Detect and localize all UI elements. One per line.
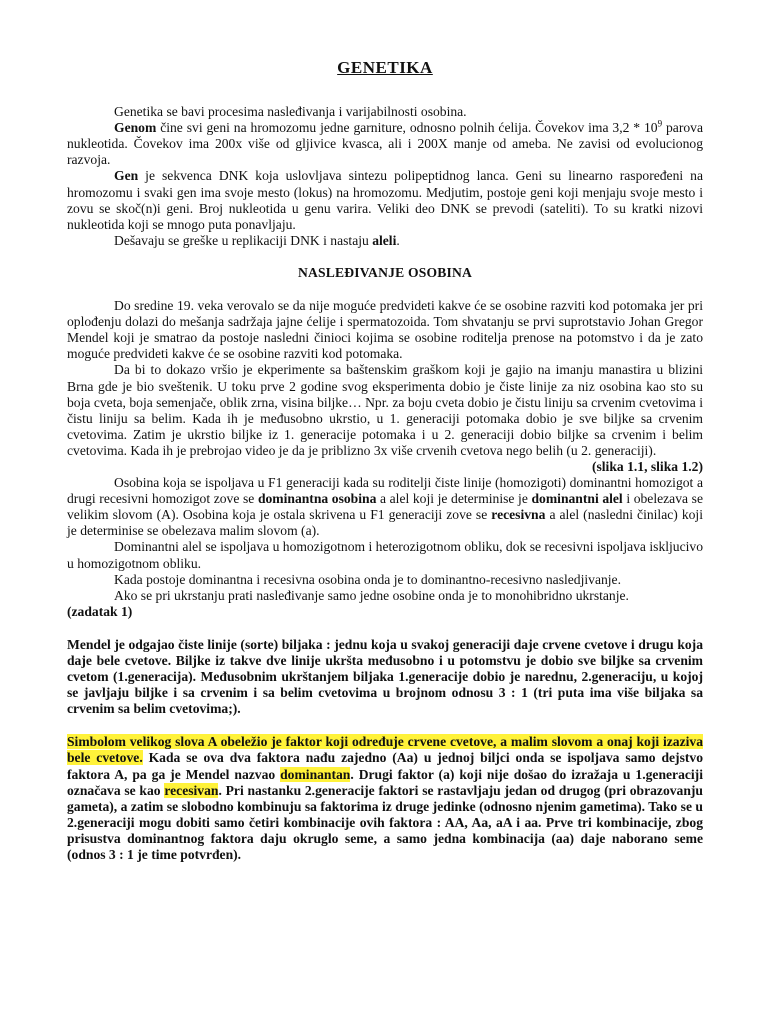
aleli-end: . — [396, 232, 400, 248]
highlighted-dominant: dominantan — [280, 766, 351, 782]
inheritance-type-paragraph — [67, 572, 703, 588]
section-heading: NASLEĐIVANJE OSOBINA — [297, 264, 473, 280]
genom-term: Genom — [114, 120, 157, 136]
dominance-text-3: i obelezava se velikim slovom (A). Osobina koja je ostala skrivena u F1 generaciji zove se — [67, 491, 703, 523]
aleli-paragraph — [67, 233, 703, 249]
spacer — [67, 620, 703, 637]
symbol-text-3: . Pri nastanku 2.generacije faktori se rastavljaju jedan od drugog (pri obrazovanju gameta), a zatim se slobodno kombinuju sa faktorima iz druge jedinke (odnosno njenim gametima). Tako se u 2.generaciji mogu dobiti samo četiri kombinacije ovih faktora : AA, Aa, aA i aa. Prve tri kombinacije, zbog prisustva dominantnog faktora daju okruglo seme, a samo jedna kombinacija (aa) daje naborano seme (odnos 3 : 1 je time potvrđen). — [67, 782, 703, 863]
recessive-term: recesivna — [491, 507, 546, 523]
experiment-text: Da bi to dokazo vršio je ekperimente sa baštenskim graškom koji je gajio na imanju manastira u blizini Brna gde je bio sveštenik. U toku prve 2 godine svog eksperimenta dobio je čiste linije za niz osobina kao sto su boja cveta, boja semenjače, oblik zrna, visina biljke… Npr. za boju cveta dobio je čistu liniju sa crvenim cvetovima i čistu liniju sa belim. Kada ih je međusobno ukrstio, u 1. generaciji potomaka dobio je sve biljke sa crvenim cvetovima. Zatim je ukrstio biljke iz 1. generacije potomaka i u 2. generaciji dobio biljke sa crvenim i belim cvetovima. Kada ih je prebrojao video je da je priblizno 3x više crvenih cvetova nego belih (u 2. generaciji). — [67, 362, 703, 458]
dominance-paragraph — [67, 475, 703, 539]
mendel-summary-text: Mendel je odgajao čiste linije (sorte) biljaka : jednu koja u svakoj generaciji daje crvene cvetove i drugu koja daje bele cvetove. Biljke iz takve dve linije ukršta međusobno i u potomstvu je dobio sve biljke sa crvenim cvetom (1.generacija). Međusobnim ukrštanjem biljaka 1.generacije dobio je narednu, 2.generaciju, u kojoj se javljaju biljke i sa crvenim i sa belim cvetovima u brojnom odnosu 3 : 1 (tri puta ima više biljaka sa crvenim sa belim cvetovima;). — [67, 636, 703, 717]
document-page — [67, 60, 703, 863]
page-title: GENETIKA — [337, 58, 433, 77]
figure-reference: (slika 1.1, slika 1.2) — [591, 458, 703, 474]
task-reference: (zadatak 1) — [67, 603, 133, 619]
gen-paragraph — [67, 168, 703, 232]
allele-expression-text: Dominantni alel se ispoljava u homozigotnom i heterozigotnom obliku, dok se recesivni ispoljava isklјucivo u homozigotnom obliku. — [67, 539, 703, 571]
symbol-paragraph — [67, 734, 703, 863]
dominant-allele-term: dominantni alel — [531, 491, 623, 507]
exponent: 9 — [657, 118, 663, 129]
highlighted-recessive: recesivan — [164, 782, 219, 798]
dominance-text-4: a alel (naslednі činilac) koji je determinise se obelezava malim slovom (a). — [67, 507, 703, 539]
inheritance-type-text: Kada postoje dominantna i recesivna osobina onda je to dominantno-recesivno nasledjivanje. — [114, 571, 621, 587]
history-text: Do sredine 19. veka verovalo se da nije moguće predvideti kakve će se osobine razviti kod potomaka jer pri oplođenju dolazi do mešanja sadržaja jajne ćelije i spermatozoida. Tom shvatanju se prvi suprotstavio Johan Gregor Mendel koji je smatrao da postoje naslednі činioci kojima se osobine roditelja prenose na potomstvo i da je zato moguće predvideti kakve će se osobine razviti kod potomaka. — [67, 298, 703, 362]
monohybrid-paragraph — [67, 588, 703, 620]
history-paragraph — [67, 298, 703, 362]
gen-term: Gen — [114, 168, 139, 184]
genom-paragraph — [67, 120, 703, 168]
aleli-text: Dešavaju se greške u replikaciji DNK i nastaju — [114, 232, 373, 248]
genom-text-2: parova nukleotida. Čovekov ima 200x više od gljivice kvasca, ali i 200X manje od ameba. Ne zavisi od evolucionog razvoja. — [67, 120, 703, 168]
spacer — [67, 717, 703, 734]
intro-text: Genetika se bavi procesima nasleđivanja i varijabilnosti osobina. — [114, 104, 467, 120]
dominance-text-1: Osobina koja se ispoljava u F1 generaciji kada su roditelji čiste linije (homozigoti) dominantni homozigot a drugi recesivni homozigot zove se — [67, 475, 703, 507]
symbol-text-1: Kada se ova dva faktora nađu zajedno (Aa) u jednoj biljci onda se ispoljava samo dejstvo faktora A, pa ga je Mendel nazvao — [67, 750, 703, 782]
highlighted-symbol-text: Simbolom velikog slova A obeležio je faktor koji određuje crvene cvetove, a malim slovom a onaj koji izaziva bele cvetove. — [67, 734, 703, 766]
symbol-text-2: . Drugi faktor (a) koji nije došao do izražaja u 1.generaciji označava se kao — [67, 766, 703, 798]
monohybrid-text: Ako se pri ukrstanju prati nasleđivanje samo jedne osobine onda je to monohibridno ukrstanje. — [114, 587, 629, 603]
aleli-term: aleli — [372, 232, 397, 248]
allele-expression-paragraph — [67, 539, 703, 571]
intro-paragraph — [67, 104, 703, 120]
dominance-text-2: a alel koji je determinise je — [376, 491, 532, 507]
genom-text-1: čine svi geni na hromozomu jedne garniture, odnosno polnih ćelija. Čovekov ima 3,2 * 10 — [156, 120, 658, 136]
gen-text: je sekvenca DNK koja uslovljava sintezu polipeptidnog lanca. Geni su linearno raspoređeni na hromozomu i svaki gen ima svoje mesto (lokus) na hromozomu. Medjutim, postoje geni koji menjaju svoje mesto i zovu se skoč(n)i geni. Broj nukleotida u genu varira. Veliki deo DNK se prevodi (sateliti). To su kratki nizovi nukleotida koji se mnogo puta ponavljaju. — [67, 168, 703, 232]
mendel-summary-paragraph — [67, 637, 703, 717]
experiment-paragraph — [67, 362, 703, 474]
dominant-trait-term: dominantna osobina — [257, 491, 377, 507]
